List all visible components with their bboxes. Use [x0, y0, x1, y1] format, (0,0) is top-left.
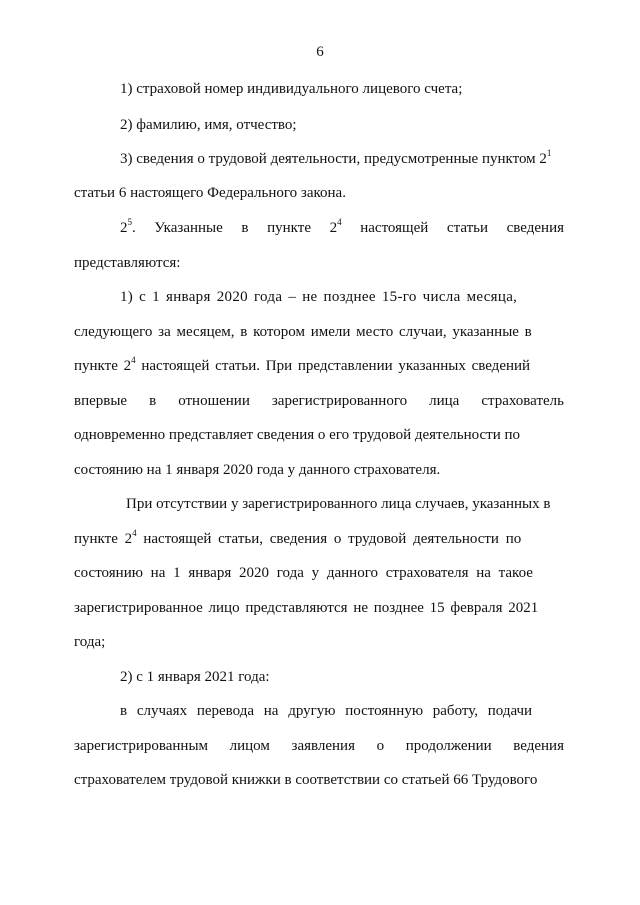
text-span: 2 — [120, 220, 128, 236]
word: лицом — [229, 738, 270, 754]
text-line: страхователем трудовой книжки в соответствии со статьей 66 Трудового — [74, 772, 538, 788]
text-span: пункте 2 — [74, 358, 132, 374]
word: в — [241, 220, 249, 236]
text-line: в случаях перевода на другую постоянную работу, подачи — [120, 703, 533, 719]
text-span: настоящей статьи. При представлении указанных сведений — [135, 358, 531, 374]
word: настоящей — [360, 220, 429, 236]
text-span: 3) сведения о трудовой деятельности, предусмотренные пунктом 2 — [120, 151, 547, 167]
word: в — [149, 393, 157, 409]
word: страхователь — [481, 393, 564, 409]
text-span: . — [132, 220, 136, 236]
text-line — [74, 391, 564, 411]
word: ведения — [513, 738, 564, 754]
word: зарегистрированного — [271, 393, 408, 409]
word: статьи — [446, 220, 489, 236]
page-number: 6 — [316, 44, 324, 60]
text-line: 1) с 1 января 2020 года – не позднее 15-го числа месяца, — [120, 289, 518, 305]
text-line: 1) страховой номер индивидуального лицевого счета; — [120, 81, 463, 97]
text-line — [74, 356, 564, 376]
text-line: зарегистрированное лицо представляются не позднее 15 февраля 2021 — [74, 600, 539, 616]
superscript: 1 — [546, 148, 552, 158]
word: лица — [429, 393, 460, 409]
text-line: 2) с 1 января 2021 года: — [120, 669, 270, 685]
word: отношении — [178, 393, 250, 409]
word: впервые — [74, 393, 128, 409]
text-line — [120, 218, 564, 238]
text-span: пункте 2 — [74, 531, 133, 547]
word: сведения — [506, 220, 564, 236]
text-span: 2 — [329, 220, 338, 236]
text-span: настоящей статьи, сведения о трудовой деятельности по — [136, 531, 522, 547]
text-line: представляются: — [74, 255, 181, 271]
text-line: года; — [74, 634, 106, 650]
superscript: 4 — [131, 355, 136, 365]
text-line: состоянию на 1 января 2020 года у данного страхователя. — [74, 462, 441, 478]
text-line: состоянию на 1 января 2020 года у данного страхователя на такое — [74, 565, 533, 581]
word: пункте — [267, 220, 311, 236]
text-line: следующего за месяцем, в котором имели место случаи, указанные в — [74, 324, 532, 340]
text-line: 2) фамилию, имя, отчество; — [120, 117, 297, 133]
text-line: При отсутствии у зарегистрированного лица случаев, указанных в — [126, 496, 551, 512]
superscript: 4 — [132, 528, 137, 538]
word — [330, 218, 342, 238]
word: о — [376, 738, 385, 754]
text-line — [120, 149, 564, 169]
text-line: статьи 6 настоящего Федерального закона. — [74, 185, 346, 201]
text-line: одновременно представляет сведения о его трудовой деятельности по — [74, 427, 521, 443]
superscript: 4 — [337, 217, 342, 227]
paragraph-number — [120, 218, 136, 238]
text-line — [74, 529, 564, 549]
word: зарегистрированным — [74, 738, 209, 754]
text-line — [74, 736, 564, 756]
word: заявления — [291, 738, 355, 754]
superscript: 5 — [127, 217, 132, 227]
word: продолжении — [405, 738, 492, 754]
word: Указанные — [154, 220, 223, 236]
